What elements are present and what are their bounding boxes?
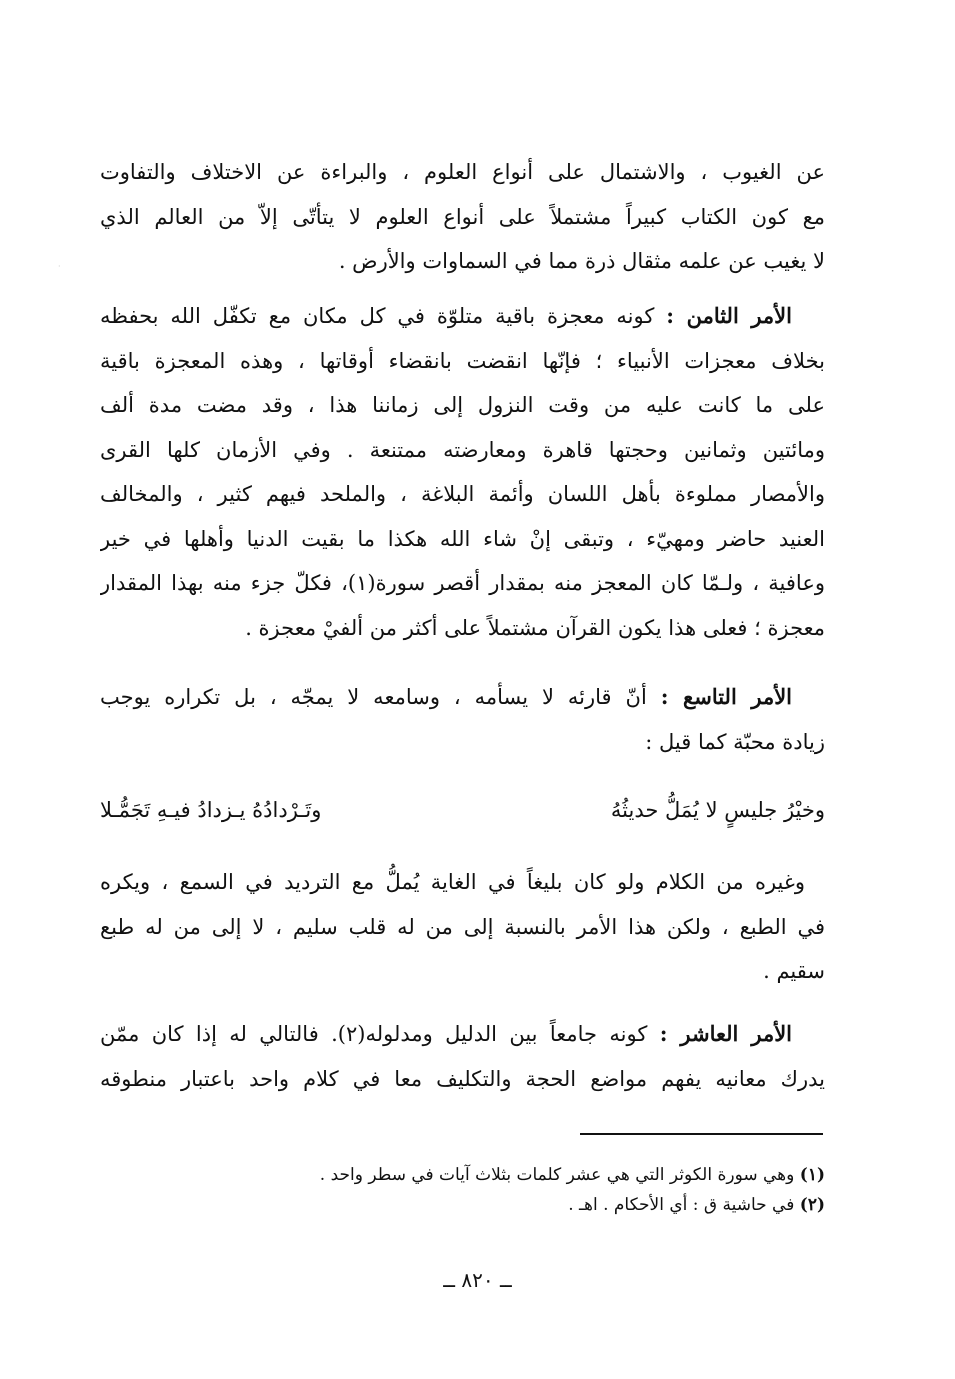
- section-heading: الأمر التاسع :: [660, 684, 793, 709]
- page-number: ــ ٨٢٠ ــ: [443, 1268, 512, 1292]
- text-line: والأمصار مملوءة بأهل اللسان وأئمة البلاغة ، والملحد فيهم كثير ، والمخالف: [100, 482, 825, 506]
- text-line: يدرك معانيه يفهم مواضع الحجة والتكليف معا في كلام واحد باعتبار منطوقه: [100, 1066, 825, 1091]
- text-line: سقيم .: [763, 959, 825, 983]
- text-span: كونه معجزة باقية متلوّة في كل مكان مع تكفّل الله بحفظه: [100, 304, 655, 328]
- text-line: على ما كانت عليه من وقت النزول إلى زماننا هذا ، وقد مضت مدة ألف: [100, 393, 825, 417]
- footnote-text: في حاشية ق : أي الأحكام . اهـ .: [568, 1195, 795, 1215]
- footnote-text: وهي سورة الكوثر التي هي عشر كلمات بثلاث آيات في سطر واحد .: [319, 1165, 795, 1185]
- text-line: بخلاف معجزات الأنبياء ؛ فإنّها انقضت بانقضاء أوقاتها ، وهذه المعجزة باقية: [100, 348, 825, 373]
- section-heading: الأمر العاشر :: [659, 1021, 792, 1046]
- footnote-2: [150, 1190, 825, 1220]
- text-span: كونه جامعاً بين الدليل ومدلوله(٢). فالتالي له إذا كان ممّن: [100, 1022, 648, 1046]
- paragraph-4: [100, 860, 825, 994]
- text-line: زيادة محبّة كما قيل :: [645, 729, 825, 754]
- paragraph-tenth-matter: [100, 1012, 825, 1101]
- text-line: ومائتين وثمانين وحجتها قاهرة ومعارضته ممتنعة . وفي الأزمان كلها القرى: [100, 437, 825, 462]
- paragraph-eighth-matter: [100, 294, 825, 650]
- footnote-number: (٢): [799, 1195, 825, 1215]
- footnote-1: [150, 1160, 825, 1190]
- text-line: عن الغيوب ، والاشتمال على أنواع العلوم ، والبراءة عن الاختلاف والتفاوت: [100, 160, 825, 184]
- footnote-number: (١): [799, 1165, 825, 1185]
- text-line: معجزة ؛ فعلى هذا يكون القرآن مشتملاً على أكثر من ألفيْ معجزة .: [245, 615, 825, 640]
- text-line: وعافية ، ولـمّا كان المعجز منه بمقدار أقصر سورة(١)، فكلّ جزء منه بهذا المقدار: [100, 571, 825, 595]
- text-span: أنّ قارئه لا يسأمه ، وسامعه لا يمجّه ، بل تكراره يوجب: [100, 685, 647, 709]
- text-line: [100, 860, 825, 905]
- footnote-divider: [580, 1133, 823, 1135]
- text-line: مع كون الكتاب كبيراً مشتملاً على أنواع العلوم لا يتأتّى إلاّ من العالم الذي: [100, 204, 825, 229]
- verse-second-hemistich: وتَـرْدادُهُ يـزدادُ فيـهِ تَجَمُّـلا: [100, 798, 322, 822]
- text-line: [100, 294, 825, 339]
- verse-first-hemistich: وخيْرُ جليسٍ لا يُمَلُّ حديثُهُ: [610, 798, 825, 822]
- footnotes: [150, 1160, 825, 1220]
- text-line: لا يغيب عن علمه مثقال ذرة مما في السماوات والأرض .: [338, 249, 825, 273]
- paragraph-ninth-matter: [100, 675, 825, 764]
- poetry-verse: [100, 785, 825, 835]
- text-line: [100, 675, 825, 720]
- scan-artifact: ·: [58, 262, 61, 271]
- paragraph-1: [100, 150, 825, 284]
- text-line: العنيد حاضر ومهيّء ، وتبقى إنْ شاء الله هكذا ما بقيت الدنيا وأهلها في خير: [100, 526, 825, 551]
- text-line: [100, 1012, 825, 1057]
- section-heading: الأمر الثامن :: [666, 303, 792, 328]
- text-line: في الطبع ، ولكن هذا الأمر بالنسبة إلى من له قلب سليم ، لا إلى من له طبع: [100, 914, 825, 939]
- text-span: وغيره من الكلام ولو كان بليغاً في الغاية يُملُّ مع الترديد في السمع ، ويكره: [100, 870, 805, 894]
